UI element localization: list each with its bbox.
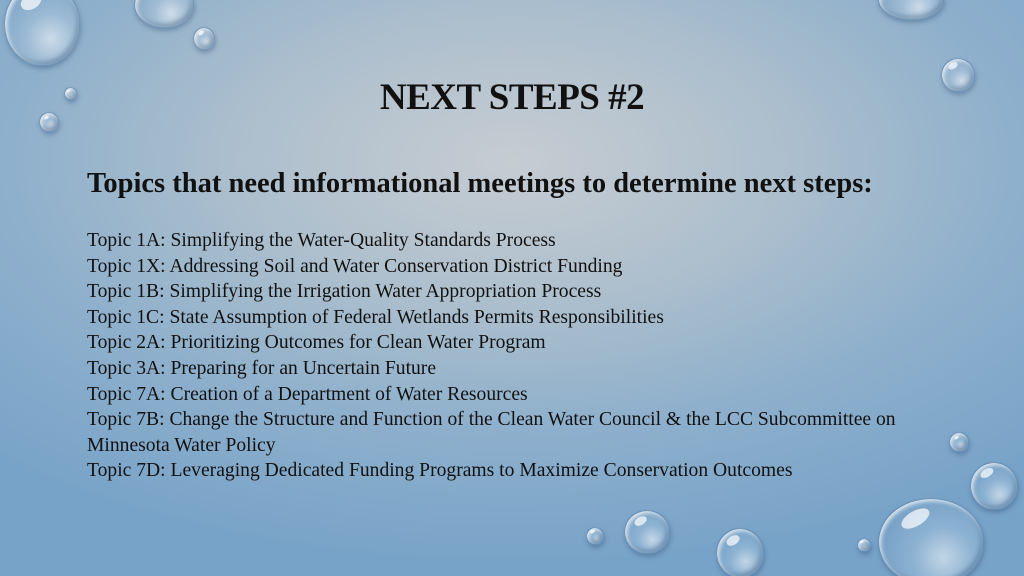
topic-item: Topic 1X: Addressing Soil and Water Conservation District Funding <box>87 255 623 277</box>
water-drop-decoration <box>878 498 984 576</box>
topic-item: Topic 2A: Prioritizing Outcomes for Clean Water Program <box>87 332 546 354</box>
topic-item: Topic 3A: Preparing for an Uncertain Future <box>87 357 437 379</box>
water-drop-decoration <box>193 27 215 50</box>
water-drop-decoration <box>4 0 80 66</box>
water-drop-decoration <box>716 528 764 576</box>
topic-list <box>87 228 967 484</box>
topic-item: Topic 1A: Simplifying the Water-Quality Standards Process <box>87 230 556 251</box>
topic-item: Topic 7D: Leveraging Dedicated Funding Programs to Maximize Conservation Outcomes <box>87 460 793 482</box>
water-drop-decoration <box>624 510 670 554</box>
water-drop-decoration <box>857 538 871 552</box>
slide-subtitle: Topics that need informational meetings to determine next steps: <box>87 168 873 199</box>
water-drop-decoration <box>878 0 944 20</box>
water-drop-decoration <box>970 462 1018 510</box>
topic-item: Topic 7A: Creation of a Department of Water Resources <box>87 383 528 405</box>
topic-item: Topic 1C: State Assumption of Federal Wetlands Permits Responsibilities <box>87 306 664 328</box>
slide-title: NEXT STEPS #2 <box>379 77 645 118</box>
water-drop-decoration <box>134 0 194 28</box>
topic-item: Topic 1B: Simplifying the Irrigation Water Appropriation Process <box>87 281 602 303</box>
topic-item: Topic 7B: Change the Structure and Function of the Clean Water Council & the LCC Subcommittee on Minnesota Water Policy <box>87 409 896 456</box>
water-drop-decoration <box>586 527 604 545</box>
